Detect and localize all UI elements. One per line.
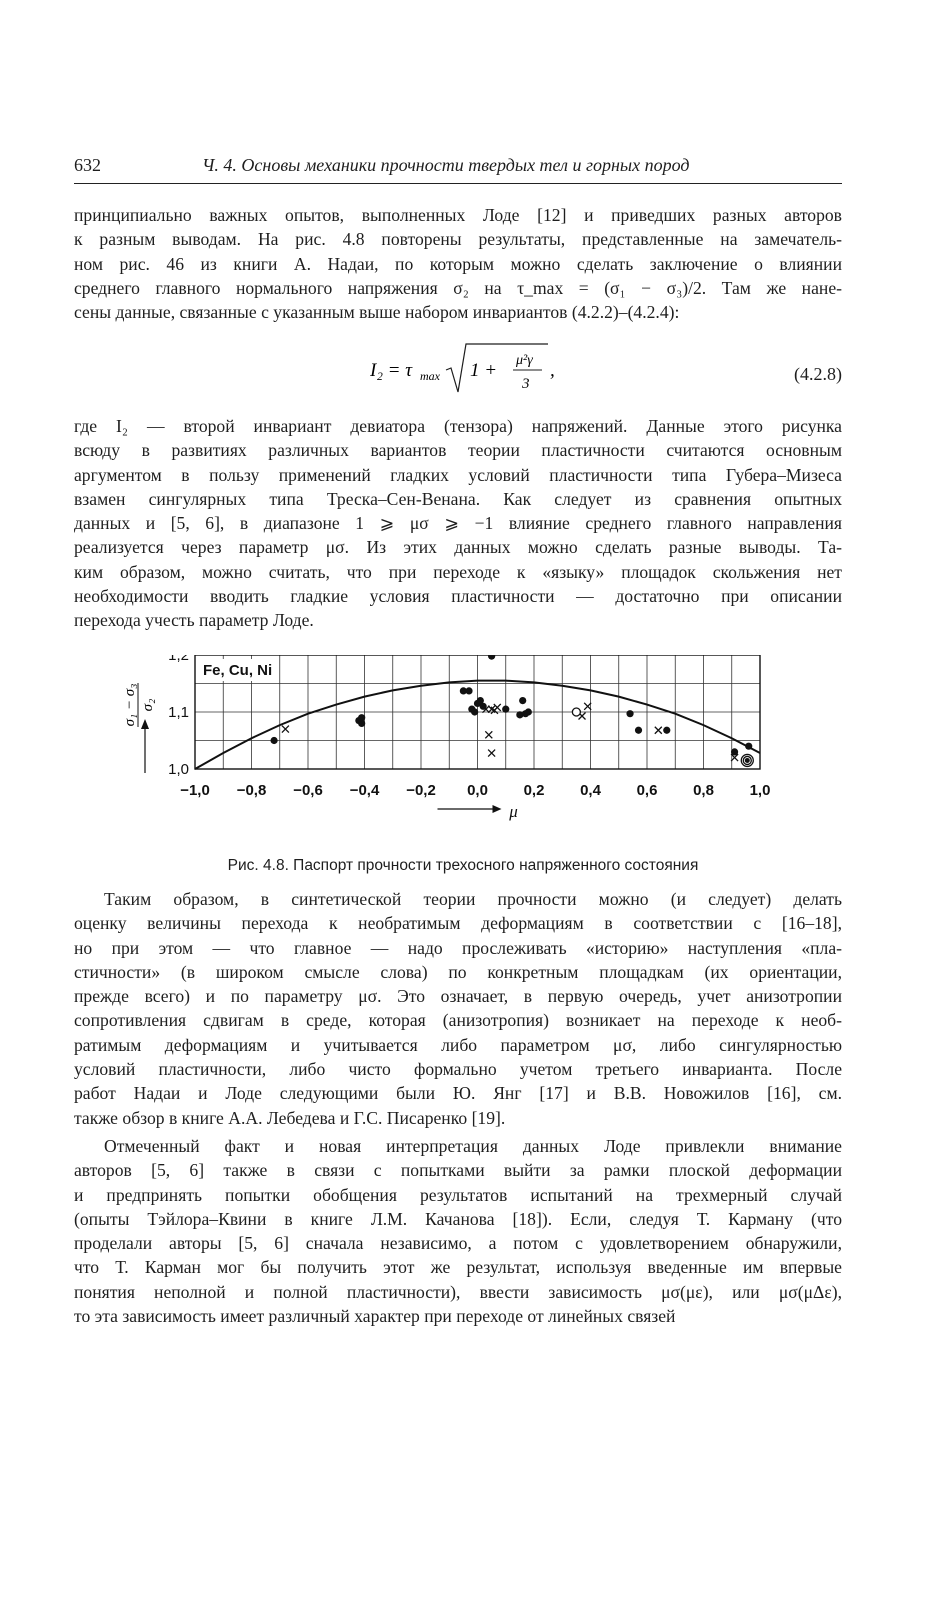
data-point-cross: [485, 731, 492, 738]
eq-trail: ,: [550, 360, 555, 381]
data-point-dot: [519, 697, 526, 704]
data-point-double-ring-core: [745, 758, 750, 763]
data-point-dot: [635, 727, 642, 734]
text-line: сопротивления сдвигам в среде, которая (анизотропия) возникает на переходе к необ-: [74, 1010, 842, 1031]
data-point-dot: [663, 727, 670, 734]
text-line: к разным выводам. На рис. 4.8 повторены результаты, представленные на замечатель-: [74, 229, 842, 250]
y-axis-label-group: [122, 683, 156, 727]
x-tick-label: −1,0: [180, 782, 210, 799]
text-line: оценку величины перехода к необратимым деформациям в соответствии с [16–18],: [74, 913, 842, 934]
paragraph-1: [74, 203, 842, 324]
text-line: взамен сингулярных типа Треска–Сен-Венана. Как следует из сравнения опытных: [74, 488, 842, 509]
y-tick-label: 1,1: [168, 704, 189, 721]
inset-label: Fe, Cu, Ni: [203, 662, 273, 679]
y-tick-label: 1,2: [168, 655, 189, 664]
equation-number: (4.2.8): [794, 364, 842, 384]
x-tick-label: −0,6: [293, 782, 323, 799]
text-line: среднего главного нормального напряжения σ₂ на τ_max = (σ₁ − σ₃)/2. Там же нане-: [74, 277, 842, 298]
figure-caption: Рис. 4.8. Паспорт прочности трехосного напряженного состояния: [227, 857, 699, 874]
eq-lhs: I₂ = τ: [370, 360, 413, 381]
data-point-dot: [502, 706, 509, 713]
page-header: [74, 155, 842, 184]
paragraph-3: [74, 887, 842, 1130]
text-line: но при этом — что главное — надо прослеживать «историю» наступления «пла-: [74, 937, 842, 958]
text-line: ном рис. 46 из книги А. Надаи, по которым можно сделать заключение о влиянии: [74, 253, 842, 274]
page-number: 632: [74, 155, 101, 175]
text-line: понятия неполной и полной пластичности), ввести зависимость μσ(με), или μσ(μΔε),: [74, 1281, 842, 1302]
text-line: ким образом, можно считать, что при переходе к «языку» площадок скольжения нет: [74, 561, 842, 582]
data-point-cross: [488, 750, 495, 757]
text-line: то эта зависимость имеет различный характер при переходе от линейных связей: [74, 1306, 676, 1327]
text-line: проделали авторы [5, 6] сначала независимо, а потом с удовлетворением обнаружили,: [74, 1233, 842, 1254]
text-line: Отмеченный факт и новая интерпретация данных Лоде привлекли внимание: [104, 1136, 842, 1156]
data-point-dot: [488, 655, 495, 660]
x-tick-label: 0,2: [523, 782, 545, 799]
strength-chart: [120, 655, 800, 825]
text-line: аргументом в пользу применений гладких условий пластичности типа Губера–Мизеса: [74, 464, 842, 485]
text-line: прежде всего) и по параметру μσ. Это означает, в первую очередь, учет анизотропии: [74, 986, 842, 1007]
text-line: Таким образом, в синтетической теории прочности можно (и следует) делать: [104, 889, 842, 909]
text-line: работ Надаи и Лоде следующими были Ю. Янг [17] и В.В. Новожилов [16], см.: [74, 1083, 842, 1104]
running-title: Ч. 4. Основы механики прочности твердых тел и горных пород: [202, 155, 690, 175]
text-line: необходимости вводить гладкие условия пластичности — достаточно при описании: [74, 586, 842, 607]
text-line: (опыты Тэйлора–Квини в книге Л.М. Качанова [18]). Если, следуя Т. Карману (что: [74, 1208, 842, 1229]
data-point-dot: [465, 687, 472, 694]
figure-4-8: [120, 655, 800, 830]
text-line: также обзор в книге А.А. Лебедева и Г.С. Писаренко [19].: [74, 1107, 506, 1128]
text-line: данных и [5, 6], в диапазоне 1 ⩾ μσ ⩾ −1 влияние среднего главного направления: [74, 513, 842, 534]
equation-4-2-8: [370, 340, 560, 400]
x-tick-label: 0,8: [693, 782, 714, 799]
data-point-dot: [522, 710, 529, 717]
x-tick-label: 0,0: [467, 782, 488, 799]
x-tick-label: −0,8: [236, 782, 267, 799]
eq-frac-den: 3: [522, 376, 530, 392]
x-tick-label: 0,6: [636, 782, 658, 799]
eq-sub: max: [420, 369, 440, 383]
y-axis-label-numerator: σ₁ − σ₃: [122, 683, 138, 727]
text-line: условий пластичности, либо чисто формально учетом третьего инварианта. После: [74, 1059, 842, 1080]
equation-graphic: [370, 340, 560, 400]
text-line: всюду в развитиях различных вариантов теории пластичности считаются основным: [74, 440, 842, 461]
text-line: и предпринять попытки обобщения результатов испытаний на трехмерный случай: [74, 1184, 842, 1205]
data-point-dot: [358, 714, 365, 721]
data-point-dot: [745, 743, 752, 750]
data-point-cross: [655, 727, 662, 734]
text-line: ратимым деформациям и учитывается либо параметром μσ, либо сингулярностью: [74, 1034, 842, 1055]
text-line: перехода учесть параметр Лоде.: [74, 610, 314, 631]
data-point-dot: [471, 708, 478, 715]
text-line: принципиально важных опытов, выполненных Лоде [12] и приведших разных авторов: [74, 205, 842, 225]
y-axis-label-denominator: σ₂: [140, 698, 156, 712]
text-line: авторов [5, 6] также в связи с попытками выйти за рамки плоской деформации: [74, 1160, 842, 1181]
eq-radicand: 1 +: [470, 360, 498, 381]
x-axis-arrowhead: [493, 805, 502, 813]
x-tick-label: −0,4: [349, 782, 380, 799]
text-line: сены данные, связанные с указанным выше набором инвариантов (4.2.2)–(4.2.4):: [74, 302, 680, 323]
text-line: что Т. Карман мог бы получить этот же результат, используя введенные им впервые: [74, 1257, 842, 1278]
data-point-cross: [282, 726, 289, 733]
data-point-dot: [271, 737, 278, 744]
text-line: стичности» (в широком смысле слова) по конкретным площадкам (их ориентации,: [74, 961, 842, 982]
paragraph-2: [74, 414, 842, 633]
paragraph-4: [74, 1134, 842, 1328]
data-point-dot: [626, 710, 633, 717]
x-tick-label: −0,2: [406, 782, 436, 799]
text-line: реализуется через параметр μσ. Из этих данных можно сделать разные выводы. Та-: [74, 537, 842, 558]
text-line: где I₂ — второй инвариант девиатора (тензора) напряжений. Данные этого рисунка: [74, 416, 842, 436]
data-point-ring: [572, 708, 580, 716]
x-axis-label: μ: [509, 802, 518, 821]
x-tick-label: 0,4: [580, 782, 601, 799]
y-axis-arrowhead: [141, 719, 149, 729]
eq-frac-num: μ²γ: [516, 353, 533, 368]
y-tick-label: 1,0: [168, 761, 189, 778]
x-tick-label: 1,0: [749, 782, 771, 799]
